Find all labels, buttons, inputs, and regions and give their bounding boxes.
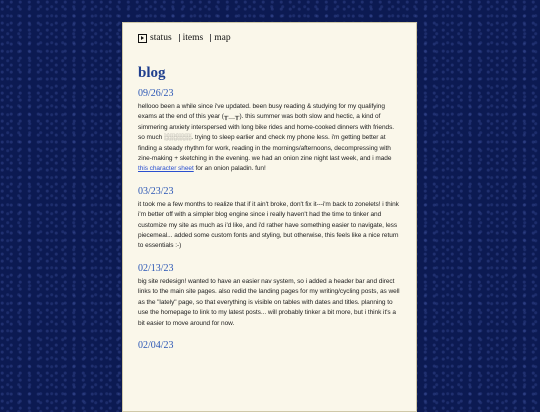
post-date: 02/13/23 xyxy=(138,262,174,274)
blog-post xyxy=(138,88,400,175)
nav-item-items[interactable] xyxy=(179,33,204,43)
post-body xyxy=(138,102,400,175)
post-date: 03/23/23 xyxy=(138,185,174,197)
character-sheet-link[interactable]: this character sheet xyxy=(138,165,194,173)
post-date: 02/04/23 xyxy=(138,339,174,351)
page-title: blog xyxy=(138,65,166,81)
post-date: 09/26/23 xyxy=(138,88,174,99)
post-text: for an onion paladin. fun! xyxy=(193,165,266,173)
post-text: hellooo been a while since i've updated. been busy reading & studying for my qualifying exams at the end of this year (╥﹏╥). this summer was both slow and hectic, a kind of simmering anxiety interspersed with long bike rides and home-cooked dinners with friends. so much ░░░░░░. trying to sleep earlier and check my phone less. i'm getting better at finding a steady rhythm for work, reading in the mornings/afternoons, decompressing with zine-making + sketching in the evening. we had an onion zine night last week, and i made xyxy=(138,103,395,163)
post-body: it took me a few months to realize that if it ain't broke, don't fix it---i'm back to zonelets! i think i'm better off with a simpler blog engine since i really haven't had the time to tinker and customize my site as much as i'd like, and i'd rather have something easier to navigate, less piecemeal... added some custom fonts and styling, but otherwise, this feels like a nice return to essentials :-) xyxy=(138,200,399,250)
blog-post xyxy=(138,263,400,329)
blog-post xyxy=(138,340,400,354)
play-box-icon xyxy=(138,34,147,43)
nav-item-label: items xyxy=(182,33,204,43)
bar-icon xyxy=(210,34,211,42)
nav-item-label: map xyxy=(214,33,231,43)
blog-page xyxy=(122,22,417,412)
bar-icon xyxy=(179,34,180,42)
nav-item-label: status xyxy=(150,33,172,43)
nav-item-map[interactable] xyxy=(210,33,230,43)
nav-item-status[interactable] xyxy=(138,33,172,43)
nav-bar xyxy=(138,31,400,45)
blog-post xyxy=(138,186,400,252)
post-body: big site redesign! wanted to have an easier nav system, so i added a header bar and direct links to the main site pages. also redid the landing pages for my writing/cycling posts, as well as the "lately" page, so that everything is visible on tables with dates and titles. planning to use the homepage to link to my latest posts... will probably tinker a bit more, but i think it's a bit easier to move around for now. xyxy=(138,277,400,327)
